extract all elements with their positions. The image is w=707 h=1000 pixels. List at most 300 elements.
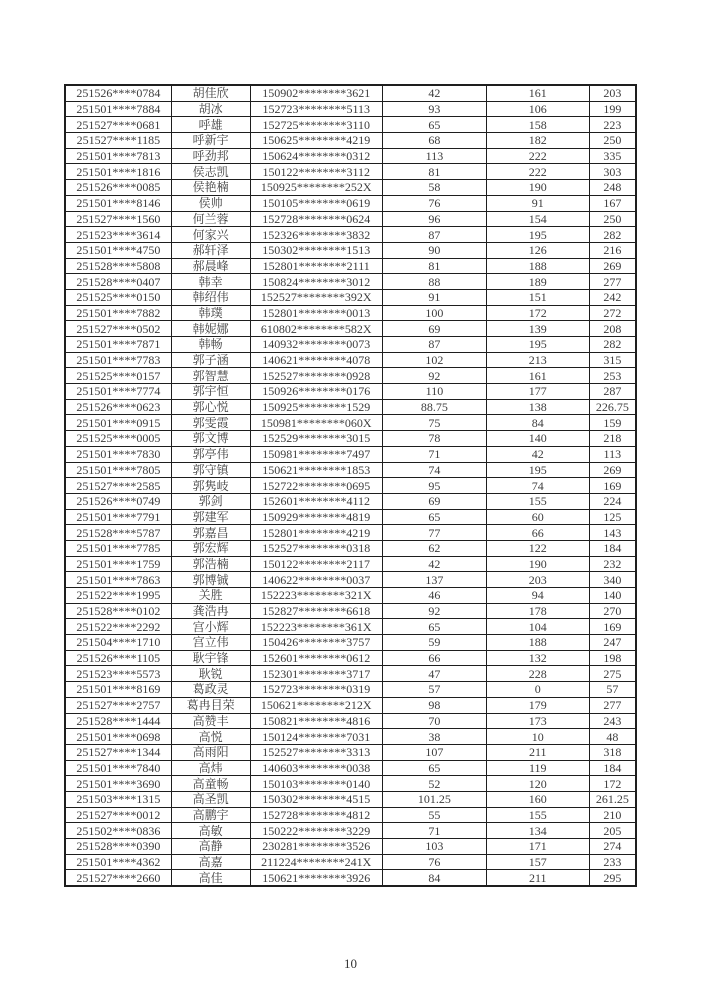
score-2-cell: 161 [486,85,589,101]
table-row [65,258,636,274]
table-row [65,478,636,494]
table-row [65,791,636,807]
table-row [65,666,636,682]
id-number-cell: 140621********4078 [250,352,382,368]
total-score-cell: 248 [589,180,636,196]
name-cell: 胡冰 [171,101,250,117]
total-score-cell: 250 [589,211,636,227]
id-number-cell: 150902********3621 [250,85,382,101]
score-2-cell: 157 [486,854,589,870]
id-number-cell: 152728********0624 [250,211,382,227]
candidate-number-cell: 251501****4750 [65,242,171,258]
score-1-cell: 95 [382,478,486,494]
score-1-cell: 76 [382,195,486,211]
id-number-cell: 150426********3757 [250,635,382,651]
name-cell: 郭宇恒 [171,384,250,400]
name-cell: 郭守镇 [171,462,250,478]
score-1-cell: 101.25 [382,791,486,807]
total-score-cell: 210 [589,807,636,823]
score-2-cell: 171 [486,839,589,855]
score-1-cell: 77 [382,525,486,541]
score-2-cell: 120 [486,776,589,792]
id-number-cell: 150981********7497 [250,446,382,462]
total-score-cell: 277 [589,697,636,713]
candidate-number-cell: 251528****5808 [65,258,171,274]
id-number-cell: 150821********4816 [250,713,382,729]
score-table [64,84,637,887]
total-score-cell: 287 [589,384,636,400]
name-cell: 高雨阳 [171,744,250,760]
id-number-cell: 152801********4219 [250,525,382,541]
id-number-cell: 150929********4819 [250,509,382,525]
table-row [65,572,636,588]
name-cell: 高静 [171,839,250,855]
score-1-cell: 102 [382,352,486,368]
table-row [65,556,636,572]
score-1-cell: 110 [382,384,486,400]
id-number-cell: 150302********1513 [250,242,382,258]
table-row [65,148,636,164]
candidate-number-cell: 251527****0012 [65,807,171,823]
candidate-number-cell: 251526****1105 [65,650,171,666]
name-cell: 葛冉目荣 [171,697,250,713]
id-number-cell: 140603********0038 [250,760,382,776]
candidate-number-cell: 251501****7863 [65,572,171,588]
name-cell: 郭剑 [171,493,250,509]
id-number-cell: 150621********212X [250,697,382,713]
candidate-number-cell: 251527****0681 [65,117,171,133]
name-cell: 郭隽岐 [171,478,250,494]
id-number-cell: 150981********060X [250,415,382,431]
name-cell: 葛政灵 [171,682,250,698]
table-row [65,635,636,651]
name-cell: 郭文博 [171,431,250,447]
id-number-cell: 610802********582X [250,321,382,337]
total-score-cell: 295 [589,870,636,886]
name-cell: 高佳 [171,870,250,886]
score-1-cell: 137 [382,572,486,588]
score-2-cell: 228 [486,666,589,682]
total-score-cell: 275 [589,666,636,682]
table-row [65,242,636,258]
total-score-cell: 203 [589,85,636,101]
total-score-cell: 199 [589,101,636,117]
name-cell: 韩畅 [171,337,250,353]
name-cell: 郭心悦 [171,399,250,415]
candidate-number-cell: 251526****0749 [65,493,171,509]
score-1-cell: 46 [382,588,486,604]
score-2-cell: 94 [486,588,589,604]
table-row [65,760,636,776]
table-row [65,289,636,305]
score-2-cell: 195 [486,337,589,353]
name-cell: 郝晨峰 [171,258,250,274]
total-score-cell: 253 [589,368,636,384]
total-score-cell: 48 [589,729,636,745]
score-1-cell: 62 [382,540,486,556]
score-2-cell: 178 [486,603,589,619]
candidate-number-cell: 251501****3690 [65,776,171,792]
candidate-number-cell: 251528****1444 [65,713,171,729]
id-number-cell: 150926********0176 [250,384,382,400]
candidate-number-cell: 251527****1185 [65,133,171,149]
table-row [65,431,636,447]
score-2-cell: 140 [486,431,589,447]
total-score-cell: 270 [589,603,636,619]
candidate-number-cell: 251501****7871 [65,337,171,353]
candidate-number-cell: 251523****3614 [65,227,171,243]
table-row [65,854,636,870]
candidate-number-cell: 251502****0836 [65,823,171,839]
score-2-cell: 66 [486,525,589,541]
id-number-cell: 211224********241X [250,854,382,870]
table-row [65,776,636,792]
score-1-cell: 81 [382,164,486,180]
id-number-cell: 152326********3832 [250,227,382,243]
total-score-cell: 198 [589,650,636,666]
candidate-number-cell: 251528****0407 [65,274,171,290]
score-1-cell: 113 [382,148,486,164]
id-number-cell: 230281********3526 [250,839,382,855]
name-cell: 韩妮娜 [171,321,250,337]
table-row [65,164,636,180]
name-cell: 胡佳欣 [171,85,250,101]
name-cell: 高赞丰 [171,713,250,729]
table-row [65,227,636,243]
name-cell: 呼新宇 [171,133,250,149]
candidate-number-cell: 251501****7813 [65,148,171,164]
candidate-number-cell: 251526****0623 [65,399,171,415]
id-number-cell: 152527********392X [250,289,382,305]
candidate-number-cell: 251527****0502 [65,321,171,337]
candidate-number-cell: 251527****1344 [65,744,171,760]
name-cell: 关胜 [171,588,250,604]
candidate-number-cell: 251501****7830 [65,446,171,462]
total-score-cell: 143 [589,525,636,541]
score-1-cell: 59 [382,635,486,651]
total-score-cell: 169 [589,478,636,494]
score-1-cell: 47 [382,666,486,682]
id-number-cell: 152223********321X [250,588,382,604]
name-cell: 宫立伟 [171,635,250,651]
score-2-cell: 177 [486,384,589,400]
score-1-cell: 68 [382,133,486,149]
candidate-number-cell: 251527****1560 [65,211,171,227]
total-score-cell: 250 [589,133,636,149]
table-row [65,650,636,666]
total-score-cell: 282 [589,227,636,243]
id-number-cell: 150824********3012 [250,274,382,290]
table-row [65,697,636,713]
total-score-cell: 247 [589,635,636,651]
table-row [65,823,636,839]
score-2-cell: 106 [486,101,589,117]
total-score-cell: 169 [589,619,636,635]
id-number-cell: 152529********3015 [250,431,382,447]
score-1-cell: 58 [382,180,486,196]
total-score-cell: 274 [589,839,636,855]
candidate-number-cell: 251501****7783 [65,352,171,368]
score-2-cell: 160 [486,791,589,807]
score-2-cell: 74 [486,478,589,494]
score-table-body [65,85,636,886]
candidate-number-cell: 251523****5573 [65,666,171,682]
candidate-number-cell: 251501****8169 [65,682,171,698]
name-cell: 高悦 [171,729,250,745]
candidate-number-cell: 251501****7805 [65,462,171,478]
id-number-cell: 152723********0319 [250,682,382,698]
id-number-cell: 140622********0037 [250,572,382,588]
table-row [65,352,636,368]
table-row [65,619,636,635]
score-2-cell: 195 [486,227,589,243]
score-1-cell: 70 [382,713,486,729]
total-score-cell: 232 [589,556,636,572]
score-2-cell: 213 [486,352,589,368]
score-1-cell: 88 [382,274,486,290]
id-number-cell: 152601********4112 [250,493,382,509]
score-2-cell: 173 [486,713,589,729]
score-1-cell: 84 [382,870,486,886]
id-number-cell: 152601********0612 [250,650,382,666]
candidate-number-cell: 251501****1816 [65,164,171,180]
candidate-number-cell: 251501****0915 [65,415,171,431]
score-1-cell: 93 [382,101,486,117]
candidate-number-cell: 251527****2660 [65,870,171,886]
total-score-cell: 167 [589,195,636,211]
score-2-cell: 222 [486,148,589,164]
total-score-cell: 184 [589,540,636,556]
name-cell: 郭子涵 [171,352,250,368]
candidate-number-cell: 251501****8146 [65,195,171,211]
candidate-number-cell: 251501****7884 [65,101,171,117]
score-2-cell: 132 [486,650,589,666]
table-row [65,462,636,478]
total-score-cell: 318 [589,744,636,760]
id-number-cell: 152301********3717 [250,666,382,682]
name-cell: 宫小辉 [171,619,250,635]
score-2-cell: 126 [486,242,589,258]
score-2-cell: 154 [486,211,589,227]
score-2-cell: 139 [486,321,589,337]
score-2-cell: 138 [486,399,589,415]
name-cell: 侯志凯 [171,164,250,180]
score-2-cell: 203 [486,572,589,588]
score-1-cell: 96 [382,211,486,227]
score-1-cell: 42 [382,556,486,572]
id-number-cell: 150124********7031 [250,729,382,745]
table-row [65,337,636,353]
score-2-cell: 151 [486,289,589,305]
score-1-cell: 78 [382,431,486,447]
score-1-cell: 98 [382,697,486,713]
total-score-cell: 261.25 [589,791,636,807]
total-score-cell: 184 [589,760,636,776]
score-1-cell: 91 [382,289,486,305]
total-score-cell: 216 [589,242,636,258]
candidate-number-cell: 251501****7791 [65,509,171,525]
candidate-number-cell: 251527****2585 [65,478,171,494]
score-2-cell: 179 [486,697,589,713]
id-number-cell: 152728********4812 [250,807,382,823]
score-2-cell: 42 [486,446,589,462]
score-2-cell: 188 [486,635,589,651]
name-cell: 高圣凯 [171,791,250,807]
table-row [65,180,636,196]
name-cell: 侯艳楠 [171,180,250,196]
table-row [65,713,636,729]
score-2-cell: 161 [486,368,589,384]
score-2-cell: 211 [486,870,589,886]
table-row [65,446,636,462]
score-1-cell: 92 [382,368,486,384]
total-score-cell: 226.75 [589,399,636,415]
name-cell: 高嘉 [171,854,250,870]
table-row [65,509,636,525]
score-1-cell: 88.75 [382,399,486,415]
candidate-number-cell: 251522****1995 [65,588,171,604]
table-row [65,101,636,117]
score-2-cell: 119 [486,760,589,776]
name-cell: 何兰蓉 [171,211,250,227]
score-1-cell: 100 [382,305,486,321]
table-row [65,368,636,384]
total-score-cell: 172 [589,776,636,792]
name-cell: 韩璞 [171,305,250,321]
score-2-cell: 188 [486,258,589,274]
score-2-cell: 0 [486,682,589,698]
score-1-cell: 66 [382,650,486,666]
total-score-cell: 113 [589,446,636,462]
id-number-cell: 152527********0928 [250,368,382,384]
score-2-cell: 195 [486,462,589,478]
total-score-cell: 140 [589,588,636,604]
table-row [65,807,636,823]
score-1-cell: 74 [382,462,486,478]
name-cell: 韩幸 [171,274,250,290]
table-row [65,117,636,133]
total-score-cell: 125 [589,509,636,525]
score-1-cell: 107 [382,744,486,760]
id-number-cell: 150222********3229 [250,823,382,839]
name-cell: 郭建军 [171,509,250,525]
table-row [65,305,636,321]
candidate-number-cell: 251501****7840 [65,760,171,776]
name-cell: 郭博铖 [171,572,250,588]
table-row [65,493,636,509]
score-2-cell: 190 [486,556,589,572]
score-1-cell: 71 [382,446,486,462]
total-score-cell: 277 [589,274,636,290]
score-2-cell: 122 [486,540,589,556]
score-1-cell: 87 [382,227,486,243]
total-score-cell: 315 [589,352,636,368]
name-cell: 高童畅 [171,776,250,792]
table-row [65,133,636,149]
page-number: 10 [344,956,357,971]
id-number-cell: 150625********4219 [250,133,382,149]
candidate-number-cell: 251527****2757 [65,697,171,713]
name-cell: 郭嘉昌 [171,525,250,541]
name-cell: 耿锐 [171,666,250,682]
score-1-cell: 57 [382,682,486,698]
score-1-cell: 52 [382,776,486,792]
score-2-cell: 190 [486,180,589,196]
score-2-cell: 155 [486,493,589,509]
name-cell: 郭智慧 [171,368,250,384]
score-1-cell: 75 [382,415,486,431]
table-row [65,415,636,431]
table-row [65,603,636,619]
id-number-cell: 150925********1529 [250,399,382,415]
id-number-cell: 152722********0695 [250,478,382,494]
candidate-number-cell: 251528****5787 [65,525,171,541]
name-cell: 郭亭伟 [171,446,250,462]
id-number-cell: 150122********2117 [250,556,382,572]
score-1-cell: 92 [382,603,486,619]
score-2-cell: 189 [486,274,589,290]
id-number-cell: 150621********1853 [250,462,382,478]
score-1-cell: 65 [382,117,486,133]
score-2-cell: 60 [486,509,589,525]
table-row [65,744,636,760]
table-row [65,525,636,541]
table-row [65,729,636,745]
candidate-number-cell: 251526****0085 [65,180,171,196]
total-score-cell: 335 [589,148,636,164]
score-2-cell: 134 [486,823,589,839]
id-number-cell: 140932********0073 [250,337,382,353]
id-number-cell: 152827********6618 [250,603,382,619]
name-cell: 呼劲邦 [171,148,250,164]
total-score-cell: 272 [589,305,636,321]
score-1-cell: 87 [382,337,486,353]
score-2-cell: 104 [486,619,589,635]
name-cell: 郭宏辉 [171,540,250,556]
id-number-cell: 150105********0619 [250,195,382,211]
candidate-number-cell: 251528****0102 [65,603,171,619]
table-row [65,540,636,556]
id-number-cell: 152223********361X [250,619,382,635]
id-number-cell: 150925********252X [250,180,382,196]
name-cell: 侯帅 [171,195,250,211]
score-1-cell: 38 [382,729,486,745]
total-score-cell: 208 [589,321,636,337]
total-score-cell: 57 [589,682,636,698]
id-number-cell: 152527********0318 [250,540,382,556]
candidate-number-cell: 251525****0005 [65,431,171,447]
table-row [65,85,636,101]
candidate-number-cell: 251526****0784 [65,85,171,101]
candidate-number-cell: 251525****0157 [65,368,171,384]
score-1-cell: 90 [382,242,486,258]
score-2-cell: 211 [486,744,589,760]
score-1-cell: 65 [382,619,486,635]
name-cell: 韩绍伟 [171,289,250,305]
score-1-cell: 76 [382,854,486,870]
table-row [65,839,636,855]
table-row [65,321,636,337]
total-score-cell: 269 [589,258,636,274]
candidate-number-cell: 251525****0150 [65,289,171,305]
id-number-cell: 150621********3926 [250,870,382,886]
name-cell: 郝轩泽 [171,242,250,258]
score-1-cell: 69 [382,321,486,337]
total-score-cell: 159 [589,415,636,431]
table-row [65,588,636,604]
id-number-cell: 152723********5113 [250,101,382,117]
name-cell: 高鹏宇 [171,807,250,823]
